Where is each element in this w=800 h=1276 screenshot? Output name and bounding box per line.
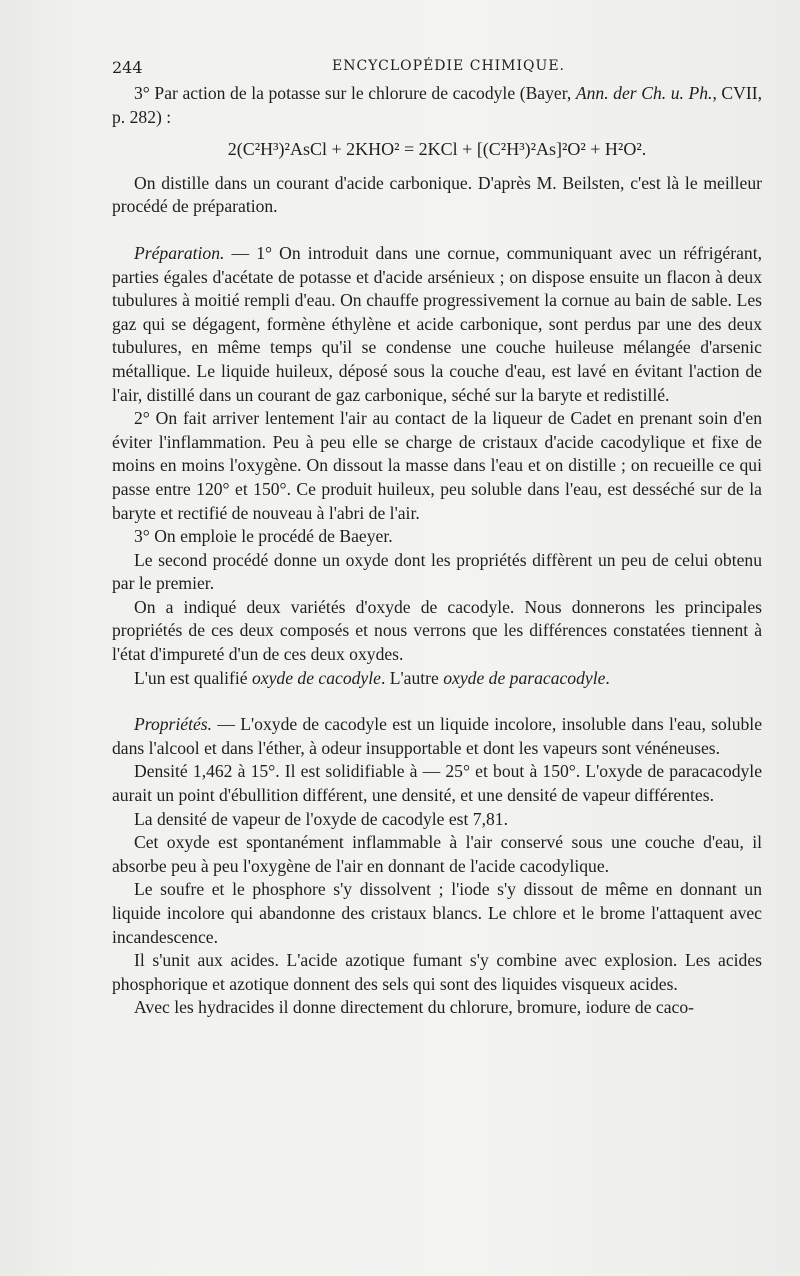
section-heading-properties: Propriétés. xyxy=(134,714,213,735)
paragraph: Le soufre et le phosphore s'y dissolvent ; l'iode s'y dissout de même en donnant un liquide incolore qui abandonne des cristaux blancs. Le chlore et le brome l'attaquent avec incandescence. xyxy=(112,879,762,947)
running-title: ENCYCLOPÉDIE CHIMIQUE. xyxy=(332,58,565,74)
paragraph: L'un est qualifié oxyde de cacodyle. L'autre oxyde de paracacodyle. xyxy=(134,667,610,688)
chemical-equation: 2(C²H³)²AsCl + 2KHO² = 2KCl + [(C²H³)²As]²O² + H²O². xyxy=(227,139,647,160)
paragraph: Il s'unit aux acides. L'acide azotique fumant s'y combine avec explosion. Les acides phosphorique et azotique donnent des sels qui sont des liquides visqueux acides. xyxy=(112,950,762,994)
paragraph: Le second procédé donne un oxyde dont les propriétés diffèrent un peu de celui obtenu par le premier. xyxy=(112,549,762,594)
section-heading-preparation: Préparation. xyxy=(134,242,225,263)
paragraph: La densité de vapeur de l'oxyde de cacodyle est 7,81. xyxy=(134,808,508,829)
section-preparation: Préparation. — 1° On introduit dans une cornue, communiquant avec un réfrigérant, parties égales d'acétate de potasse et d'acide arsénieux ; on dispose ensuite un flacon à deux tubulures à moitié rempli d'eau. On chauffe progressivement la cornue au bain de sable. Les gaz qui se dégagent, formène éthylène et acide carbonique, sont perdus par une des deux tubulures, en même temps qu'il se condense une couche huileuse mélangée d'arsenic métallique. Le liquide huileux, déposé sous la couche d'eau, est lavé en évitant l'action de l'air, distillé dans un courant de gaz carbonique, séché sur la baryte et redistillé. xyxy=(112,242,762,405)
citation: Ann. der Ch. u. Ph. xyxy=(575,83,713,103)
paragraph: Avec les hydracides il donne directement du chlorure, bromure, iodure de caco- xyxy=(134,997,695,1018)
section-properties: Propriétés. — L'oxyde de cacodyle est un liquide incolore, insoluble dans l'eau, soluble dans l'alcool et dans l'éther, à odeur insupportable et dont les vapeurs sont vénéneuses. xyxy=(112,714,762,758)
body-text xyxy=(112,82,762,1020)
page-number: 244 xyxy=(112,58,143,77)
page-header xyxy=(112,50,760,78)
paragraph: Cet oxyde est spontanément inflammable à l'air conservé sous une couche d'eau, il absorbe peu à peu l'oxygène de l'air en donnant de l'acide cacodylique. xyxy=(112,832,762,876)
paragraph: 3° Par action de la potasse sur le chlorure de cacodyle (Bayer, Ann. der Ch. u. Ph., CVII, p. 282) : xyxy=(112,83,762,127)
paragraph: On distille dans un courant d'acide carbonique. D'après M. Beilsten, c'est là le meilleur procédé de préparation. xyxy=(112,172,762,217)
paragraph: 3° On emploie le procédé de Baeyer. xyxy=(134,526,393,547)
paragraph: 2° On fait arriver lentement l'air au contact de la liqueur de Cadet en prenant soin d'en éviter l'inflammation. Peu à peu elle se charge de cristaux d'acide cacodylique et fixe de moins en moins l'oxygène. On dissout la masse dans l'eau et on distille ; on recueille ce qui passe entre 120° et 150°. Ce produit huileux, peu soluble dans l'eau, est desséché sur de la baryte et rectifié de nouveau à l'abri de l'air. xyxy=(112,408,762,523)
paragraph: Densité 1,462 à 15°. Il est solidifiable à — 25° et bout à 150°. L'oxyde de paracacodyle aurait un point d'ébullition différent, une densité, et une densité de vapeur différentes. xyxy=(112,761,762,806)
paragraph: On a indiqué deux variétés d'oxyde de cacodyle. Nous donnerons les principales propriétés de ces deux composés et nous verrons que les différences constatées tiennent à l'état d'impureté d'un de ces deux oxydes. xyxy=(112,596,762,665)
